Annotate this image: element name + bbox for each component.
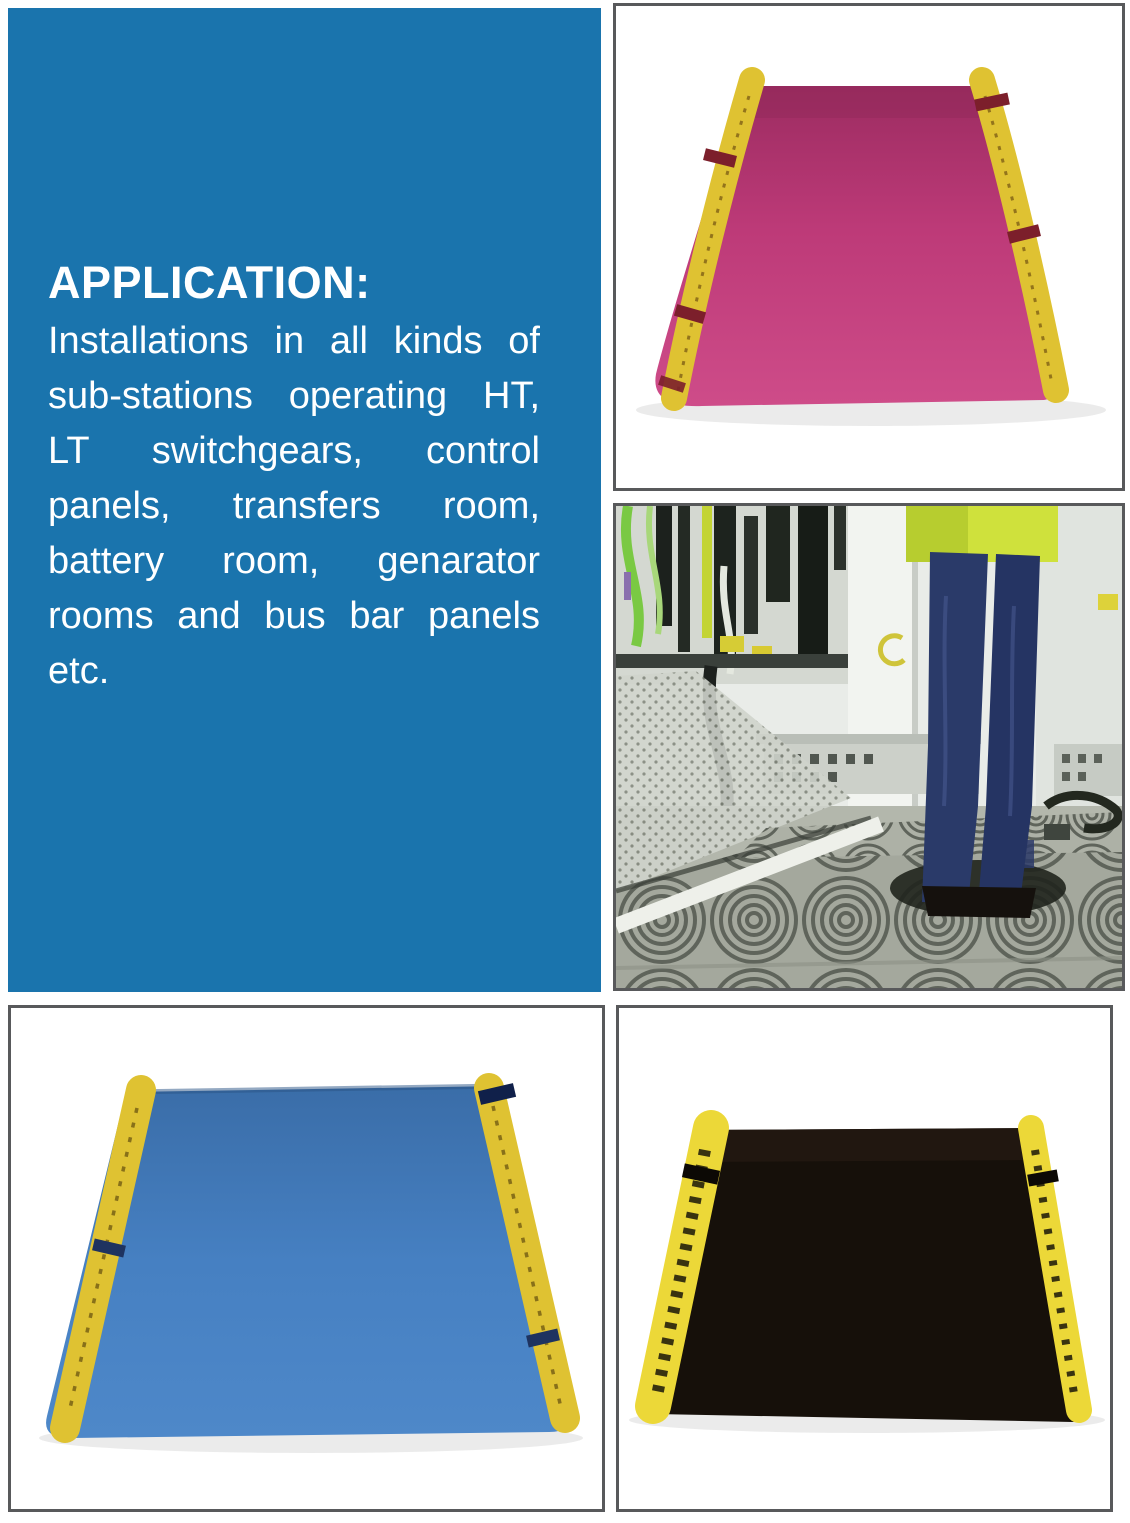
application-heading: APPLICATION:	[48, 257, 371, 308]
figure-blue-mat	[8, 1005, 605, 1512]
site-photo-image	[616, 506, 1122, 988]
application-panel	[8, 8, 601, 992]
wall-label	[1098, 594, 1118, 610]
figure-pink-mat	[613, 3, 1125, 491]
application-body-line: LT switchgears, control	[48, 430, 540, 472]
figure-site-photo	[613, 503, 1125, 991]
blue-mat-image	[11, 1008, 602, 1509]
pink-mat-image	[616, 6, 1122, 488]
application-body-line: Installations in all kinds of	[48, 320, 540, 362]
black-mat-image	[619, 1008, 1110, 1509]
application-body-line: etc.	[48, 650, 110, 692]
application-body-line: rooms and bus bar panels	[48, 595, 540, 637]
application-body-line: battery room, genarator	[48, 540, 540, 582]
figure-black-mat	[616, 1005, 1113, 1512]
application-text-block	[48, 257, 540, 699]
application-body-line: panels, transfers room,	[48, 485, 540, 527]
application-body-line: sub-stations operating HT,	[48, 375, 540, 417]
